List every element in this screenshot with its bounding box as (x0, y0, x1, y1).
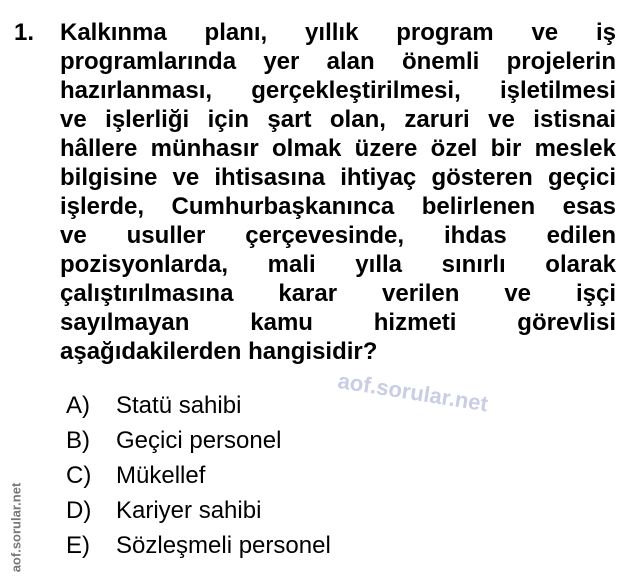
question-line: aşağıdakilerden hangisidir? (60, 338, 378, 365)
question-number: 1. (14, 19, 35, 46)
option-text: Mükellef (116, 462, 206, 489)
side-watermark: aof.sorular.net (8, 482, 24, 573)
question-line: bilgisine ve ihtisasına ihtiyaç gösteren geçici (60, 164, 616, 191)
option-text: Geçici personel (116, 427, 282, 454)
option-letter: E) (66, 532, 90, 559)
question-line: hazırlanması, gerçekleştirilmesi, işletilmesi (60, 77, 616, 104)
question-line: çalıştırılmasına karar verilen ve işçi (60, 280, 616, 307)
option-letter: D) (66, 497, 92, 524)
option-text: Kariyer sahibi (116, 497, 262, 524)
question-line: hâllere münhasır olmak üzere özel bir meslek (60, 135, 616, 162)
option-letter: C) (66, 462, 92, 489)
option-letter: B) (66, 427, 90, 454)
question-line: ve işlerliği için şart olan, zaruri ve istisnai (60, 106, 616, 133)
question-line: pozisyonlarda, mali yılla sınırlı olarak (60, 251, 616, 278)
question-line: Kalkınma planı, yıllık program ve iş (60, 19, 616, 46)
question-line: ve usuller çerçevesinde, ihdas edilen (60, 222, 616, 249)
option-letter: A) (66, 392, 90, 419)
site-watermark: aof.sorular.net (336, 368, 490, 417)
question-line: programlarında yer alan önemli projelerin (60, 48, 616, 75)
question-line: işlerde, Cumhurbaşkanınca belirlenen esas (60, 193, 616, 220)
question-text (60, 18, 616, 366)
option-text: Statü sahibi (116, 392, 242, 419)
option-text: Sözleşmeli personel (116, 532, 331, 559)
question-line: sayılmayan kamu hizmeti görevlisi (60, 309, 616, 336)
